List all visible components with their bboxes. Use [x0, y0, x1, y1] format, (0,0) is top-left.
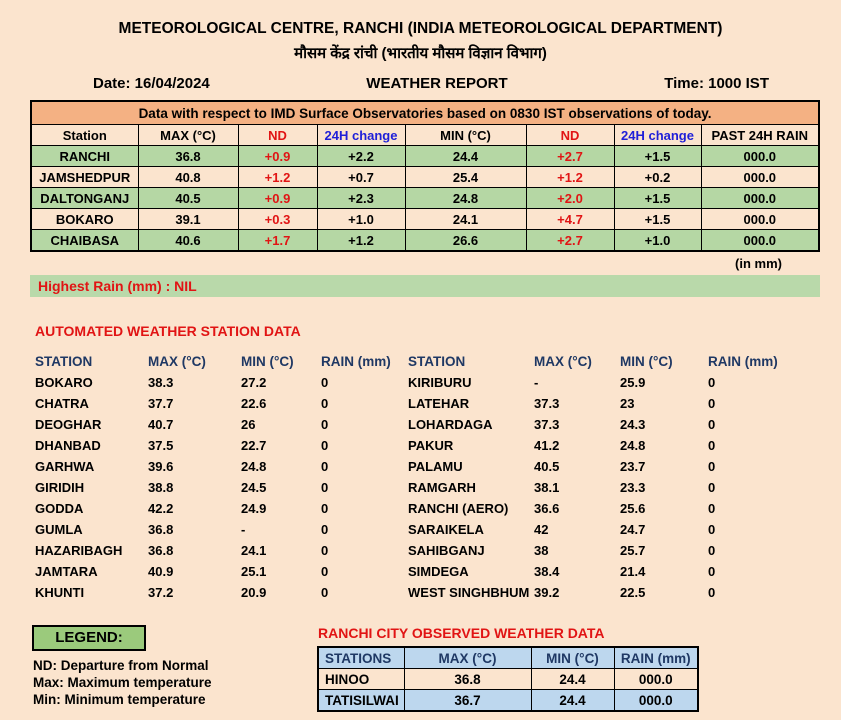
cell-rain: 0: [708, 543, 716, 558]
cell-rain: 0: [708, 522, 716, 537]
report-time: Time: 1000 IST: [664, 75, 769, 92]
cell-max: 36.7: [404, 690, 531, 712]
cell-max: 38.8: [148, 480, 174, 495]
cell-rain: 0: [321, 480, 329, 495]
cell-max: 38.1: [534, 480, 560, 495]
cell-station: GUMLA: [35, 522, 83, 537]
aws-table-right: [408, 351, 806, 603]
cell-station: BOKARO: [31, 209, 138, 230]
cell-rain: 0: [708, 396, 716, 411]
cell-station: TATISILWAI: [318, 690, 404, 712]
aws-row: [408, 561, 806, 582]
cell-min: 25.4: [405, 167, 526, 188]
cell-rain: 000.0: [701, 146, 819, 167]
cell-station: JAMTARA: [35, 564, 98, 579]
aws-table-left: [35, 351, 408, 603]
legend-lines: [33, 657, 317, 708]
cell-max: 36.8: [148, 522, 174, 537]
cell-rain: 0: [708, 417, 716, 432]
cell-min: 22.7: [241, 438, 267, 453]
cell-rain: 0: [321, 396, 329, 411]
cell-rain: 000.0: [701, 230, 819, 252]
cell-rain: 000.0: [614, 690, 698, 712]
cell-station: KHUNTI: [35, 585, 85, 600]
cell-station: PAKUR: [408, 438, 454, 453]
aws-tables: [35, 351, 841, 603]
cell-station: GIRIDIH: [35, 480, 85, 495]
cell-station: LOHARDAGA: [408, 417, 493, 432]
page-title: METEOROLOGICAL CENTRE, RANCHI (INDIA METEOROLOGICAL DEPARTMENT): [118, 20, 723, 37]
legend-block: [30, 625, 317, 708]
city-col-max: MAX (°C): [404, 647, 531, 669]
cell-max: 39.6: [148, 459, 174, 474]
aws-col-rain: RAIN (mm): [321, 354, 391, 369]
cell-chg_max: +1.0: [317, 209, 405, 230]
cell-min: 21.4: [620, 564, 646, 579]
col-24h-change-min: 24H change: [614, 125, 701, 146]
cell-nd_max: +0.3: [238, 209, 317, 230]
cell-max: 40.9: [148, 564, 174, 579]
cell-min: 25.6: [620, 501, 646, 516]
city-header-row: [318, 647, 698, 669]
observatory-table: [30, 100, 820, 252]
legend-line-nd: ND: Departure from Normal: [33, 658, 209, 673]
col-max: MAX (°C): [138, 125, 238, 146]
aws-row: [408, 540, 806, 561]
aws-row: [408, 393, 806, 414]
aws-row: [35, 477, 408, 498]
observatory-row: [31, 209, 819, 230]
aws-row: [35, 456, 408, 477]
cell-station: BOKARO: [35, 375, 93, 390]
cell-min: 26: [241, 417, 256, 432]
report-heading: WEATHER REPORT: [366, 75, 508, 92]
aws-section-title: AUTOMATED WEATHER STATION DATA: [35, 323, 301, 339]
cell-max: 42.2: [148, 501, 174, 516]
aws-col-station: STATION: [408, 354, 466, 369]
cell-min: 25.7: [620, 543, 646, 558]
aws-row: [35, 498, 408, 519]
cell-rain: 0: [708, 564, 716, 579]
cell-rain: 0: [321, 585, 329, 600]
cell-min: 23.3: [620, 480, 646, 495]
cell-chg_min: +1.5: [614, 188, 701, 209]
bottom-section: [0, 625, 841, 712]
city-row: [318, 690, 698, 712]
cell-min: 24.1: [241, 543, 267, 558]
cell-nd_min: +4.7: [526, 209, 614, 230]
cell-max: 42: [534, 522, 549, 537]
cell-nd_max: +1.7: [238, 230, 317, 252]
cell-chg_min: +1.5: [614, 146, 701, 167]
cell-rain: 0: [321, 543, 329, 558]
cell-min: 25.9: [620, 375, 646, 390]
aws-row: [35, 414, 408, 435]
cell-station: RANCHI: [31, 146, 138, 167]
cell-min: 24.8: [405, 188, 526, 209]
aws-col-min: MIN (°C): [620, 354, 673, 369]
aws-col-rain: RAIN (mm): [708, 354, 778, 369]
aws-row: [408, 477, 806, 498]
cell-chg_min: +0.2: [614, 167, 701, 188]
highest-rain-bar: Highest Rain (mm) : NIL: [30, 275, 820, 297]
cell-rain: 0: [708, 585, 716, 600]
aws-col-min: MIN (°C): [241, 354, 294, 369]
cell-max: 41.2: [534, 438, 560, 453]
cell-max: 36.8: [148, 543, 174, 558]
col-nd-min: ND: [526, 125, 614, 146]
col-station: Station: [31, 125, 138, 146]
cell-station: SIMDEGA: [408, 564, 469, 579]
cell-station: LATEHAR: [408, 396, 470, 411]
aws-row: [408, 435, 806, 456]
cell-station: CHAIBASA: [31, 230, 138, 252]
cell-max: 37.5: [148, 438, 174, 453]
cell-rain: 000.0: [701, 188, 819, 209]
city-row: [318, 669, 698, 690]
cell-rain: 0: [321, 501, 329, 516]
cell-min: 27.2: [241, 375, 267, 390]
aws-row: [35, 393, 408, 414]
cell-nd_max: +1.2: [238, 167, 317, 188]
cell-rain: 0: [321, 522, 329, 537]
cell-max: -: [534, 375, 539, 390]
col-24h-change-max: 24H change: [317, 125, 405, 146]
cell-chg_max: +2.2: [317, 146, 405, 167]
cell-rain: 0: [321, 459, 329, 474]
cell-station: SAHIBGANJ: [408, 543, 485, 558]
city-col-stations: STATIONS: [318, 647, 404, 669]
legend-title-box: LEGEND:: [32, 625, 146, 651]
cell-station: HINOO: [318, 669, 404, 690]
city-section-title: RANCHI CITY OBSERVED WEATHER DATA: [318, 625, 605, 641]
cell-station: GARHWA: [35, 459, 95, 474]
cell-chg_max: +1.2: [317, 230, 405, 252]
cell-rain: 0: [708, 375, 716, 390]
cell-station: WEST SINGHBHUM: [408, 585, 530, 600]
aws-row: [35, 540, 408, 561]
cell-min: 24.1: [405, 209, 526, 230]
page-subtitle-hindi: मौसम केंद्र रांची (भारतीय मौसम विज्ञान विभाग): [294, 45, 547, 62]
cell-min: 24.3: [620, 417, 646, 432]
city-body: [318, 647, 698, 711]
cell-station: GODDA: [35, 501, 84, 516]
observatory-banner: Data with respect to IMD Surface Observatories based on 0830 IST observations of today.: [31, 101, 819, 125]
cell-min: 25.1: [241, 564, 267, 579]
cell-rain: 000.0: [701, 167, 819, 188]
cell-rain: 000.0: [701, 209, 819, 230]
report-date: Date: 16/04/2024: [93, 75, 210, 92]
col-nd-max: ND: [238, 125, 317, 146]
cell-station: DALTONGANJ: [31, 188, 138, 209]
aws-left-header-row: [35, 351, 408, 372]
col-min: MIN (°C): [405, 125, 526, 146]
cell-chg_min: +1.0: [614, 230, 701, 252]
cell-rain: 0: [321, 438, 329, 453]
legend-line-max: Max: Maximum temperature: [33, 675, 212, 690]
cell-min: 24.4: [531, 669, 614, 690]
cell-station: DHANBAD: [35, 438, 101, 453]
cell-station: RANCHI (AERO): [408, 501, 509, 516]
aws-right-body: [408, 351, 806, 603]
cell-max: 38.4: [534, 564, 560, 579]
cell-min: -: [241, 522, 246, 537]
aws-row: [408, 372, 806, 393]
aws-row: [408, 582, 806, 603]
cell-max: 40.8: [138, 167, 238, 188]
observatory-row: [31, 188, 819, 209]
cell-min: 26.6: [405, 230, 526, 252]
aws-row: [408, 498, 806, 519]
aws-col-station: STATION: [35, 354, 93, 369]
cell-min: 24.8: [241, 459, 267, 474]
cell-max: 40.5: [534, 459, 560, 474]
aws-left-body: [35, 351, 408, 603]
cell-nd_max: +0.9: [238, 146, 317, 167]
col-past-24h-rain: PAST 24H RAIN: [701, 125, 819, 146]
observatory-table-content: [31, 101, 819, 251]
city-table: [317, 646, 699, 712]
cell-max: 37.7: [148, 396, 174, 411]
aws-row: [408, 414, 806, 435]
cell-chg_max: +2.3: [317, 188, 405, 209]
cell-rain: 0: [708, 480, 716, 495]
aws-right-header-row: [408, 351, 806, 372]
rain-unit-note: (in mm): [735, 256, 782, 271]
legend-line-min: Min: Minimum temperature: [33, 692, 206, 707]
cell-station: JAMSHEDPUR: [31, 167, 138, 188]
cell-min: 24.8: [620, 438, 646, 453]
cell-min: 24.9: [241, 501, 267, 516]
cell-max: 40.5: [138, 188, 238, 209]
cell-rain: 0: [708, 501, 716, 516]
city-col-min: MIN (°C): [531, 647, 614, 669]
cell-max: 37.3: [534, 396, 560, 411]
aws-row: [35, 519, 408, 540]
aws-row: [35, 372, 408, 393]
cell-max: 39.2: [534, 585, 560, 600]
aws-row: [35, 435, 408, 456]
cell-max: 36.6: [534, 501, 560, 516]
city-col-rain: RAIN (mm): [614, 647, 698, 669]
cell-nd_max: +0.9: [238, 188, 317, 209]
aws-col-max: MAX (°C): [534, 354, 592, 369]
cell-station: PALAMU: [408, 459, 463, 474]
cell-rain: 0: [321, 564, 329, 579]
cell-station: RAMGARH: [408, 480, 476, 495]
cell-min: 24.7: [620, 522, 646, 537]
aws-col-max: MAX (°C): [148, 354, 206, 369]
cell-min: 24.4: [531, 690, 614, 712]
cell-nd_min: +2.0: [526, 188, 614, 209]
cell-nd_min: +1.2: [526, 167, 614, 188]
city-block: [317, 625, 699, 712]
cell-station: SARAIKELA: [408, 522, 484, 537]
cell-min: 24.4: [405, 146, 526, 167]
cell-max: 39.1: [138, 209, 238, 230]
cell-station: DEOGHAR: [35, 417, 102, 432]
cell-min: 22.5: [620, 585, 646, 600]
cell-min: 23: [620, 396, 635, 411]
aws-row: [408, 519, 806, 540]
observatory-header-row: [31, 125, 819, 146]
cell-min: 22.6: [241, 396, 267, 411]
cell-station: CHATRA: [35, 396, 89, 411]
cell-max: 37.3: [534, 417, 560, 432]
cell-max: 38.3: [148, 375, 174, 390]
cell-nd_min: +2.7: [526, 146, 614, 167]
cell-rain: 000.0: [614, 669, 698, 690]
report-meta-row: [30, 75, 811, 92]
aws-row: [35, 561, 408, 582]
cell-min: 20.9: [241, 585, 267, 600]
cell-max: 40.6: [138, 230, 238, 252]
observatory-banner-row: [31, 101, 819, 125]
cell-min: 24.5: [241, 480, 267, 495]
cell-rain: 0: [321, 375, 329, 390]
cell-station: HAZARIBAGH: [35, 543, 123, 558]
cell-chg_min: +1.5: [614, 209, 701, 230]
cell-max: 40.7: [148, 417, 174, 432]
observatory-row: [31, 230, 819, 252]
aws-row: [408, 456, 806, 477]
aws-row: [35, 582, 408, 603]
cell-min: 23.7: [620, 459, 646, 474]
observatory-row: [31, 146, 819, 167]
cell-station: KIRIBURU: [408, 375, 472, 390]
cell-nd_min: +2.7: [526, 230, 614, 252]
cell-rain: 0: [708, 438, 716, 453]
observatory-row: [31, 167, 819, 188]
cell-max: 36.8: [138, 146, 238, 167]
cell-rain: 0: [321, 417, 329, 432]
cell-max: 36.8: [404, 669, 531, 690]
cell-rain: 0: [708, 459, 716, 474]
cell-chg_max: +0.7: [317, 167, 405, 188]
cell-max: 38: [534, 543, 549, 558]
cell-max: 37.2: [148, 585, 174, 600]
